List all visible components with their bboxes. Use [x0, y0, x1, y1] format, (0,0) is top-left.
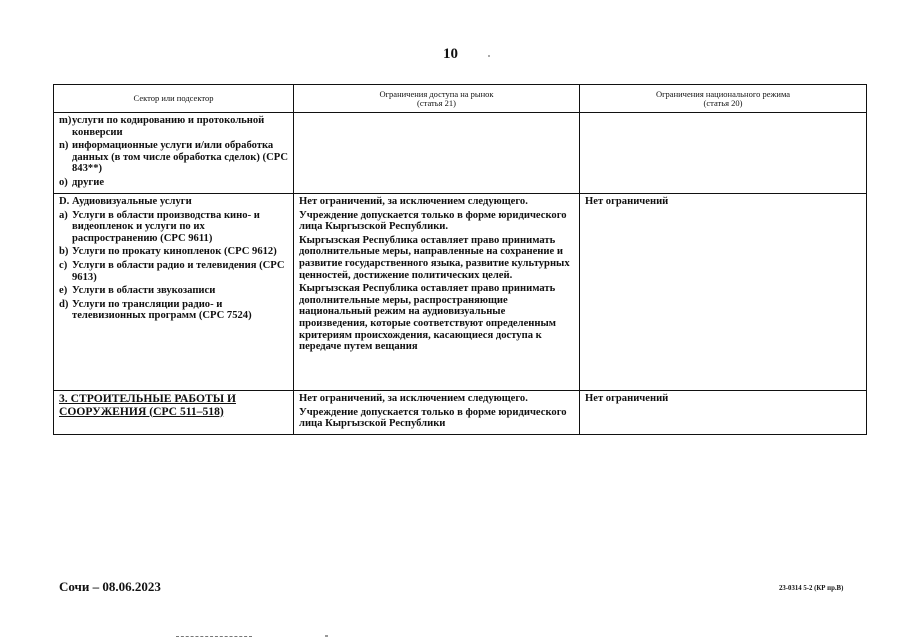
- item-text: другие: [72, 176, 105, 188]
- table-row: [54, 113, 867, 194]
- footer-place-date: Сочи – 08.06.2023: [59, 579, 161, 594]
- sector-cell: [54, 391, 294, 435]
- scan-speck: [325, 635, 328, 637]
- table-header-row: [54, 85, 867, 113]
- market-access-paragraph: Нет ограничений, за исключением следующего.: [299, 196, 528, 207]
- item-mark: d): [59, 298, 69, 310]
- list-item: [59, 210, 288, 245]
- item-text: Услуги в области радио и телевидения (СРС 9613): [72, 259, 285, 283]
- item-mark: a): [59, 209, 68, 221]
- market-access-cell: [294, 113, 580, 194]
- section-title: 3. СТРОИТЕЛЬНЫЕ РАБОТЫ И СООРУЖЕНИЯ (СРС 511–518): [59, 392, 237, 418]
- market-access-paragraph: Нет ограничений, за исключением следующего.: [299, 393, 528, 404]
- item-mark: o): [59, 176, 68, 188]
- header-national-treatment-article: (статья 20): [703, 97, 743, 108]
- item-text: Услуги по прокату кинопленок (СРС 9612): [72, 246, 277, 258]
- sector-item-list: [59, 115, 288, 189]
- sector-cell: [54, 194, 294, 391]
- market-access-paragraph: Учреждение допускается только в форме юридического лица Кыргызской Республики: [299, 406, 567, 430]
- market-access-paragraph: Учреждение допускается только в форме юридического лица Кыргызской Республики.: [299, 209, 567, 233]
- market-access-cell: [294, 391, 580, 435]
- item-mark: c): [59, 259, 68, 271]
- header-sector: [54, 85, 294, 113]
- national-treatment-cell: [580, 194, 867, 391]
- sector-cell: [54, 113, 294, 194]
- footer-document-code: 23-0314 5-2 (КР пр.В): [779, 585, 844, 592]
- list-item: [59, 115, 288, 138]
- item-mark: m): [59, 115, 72, 126]
- table-row: [54, 391, 867, 435]
- national-treatment-cell: [580, 391, 867, 435]
- item-text: информационные услуги и/или обработка данных (в том числе обработка сделок) (СРС 843**): [72, 140, 288, 175]
- header-market-access: [294, 85, 580, 113]
- market-access-cell: [294, 194, 580, 391]
- sector-item-list: [59, 210, 288, 322]
- table-row: [54, 194, 867, 391]
- item-mark: n): [59, 140, 69, 152]
- header-national-treatment-label: Ограничения национального режима: [655, 88, 791, 99]
- item-text: Услуги по трансляции радио- и телевизионных программ (СРС 7524): [72, 298, 252, 322]
- header-market-access-label: Ограничения доступа на рынок: [379, 88, 494, 99]
- scan-artifact-line: [176, 636, 252, 639]
- page-number: 10: [443, 46, 458, 62]
- list-item: [59, 299, 288, 322]
- market-access-paragraph: Кыргызская Республика оставляет право принимать дополнительные меры, распространяющие национальный режим на аудиовизуальные произведения, которые соответствуют определенным критериям происхождения, касающиеся доступа к передаче путем вещания: [299, 283, 556, 353]
- header-market-access-article: (статья 21): [417, 97, 456, 108]
- item-text: услуги по кодированию и протокольной конверсии: [72, 115, 265, 138]
- list-item: [59, 285, 288, 297]
- national-treatment-cell: [580, 113, 867, 194]
- national-treatment-text: Нет ограничений: [585, 196, 669, 207]
- list-item: [59, 177, 288, 189]
- scan-speck: [488, 55, 490, 57]
- item-text: Услуги в области производства кино- и видеопленок и услуги по их распространению (СРС 9611): [72, 209, 260, 244]
- list-item: [59, 260, 288, 283]
- list-item: [59, 246, 288, 258]
- item-mark: b): [59, 246, 69, 258]
- header-sector-label: Сектор или подсектор: [133, 93, 214, 103]
- market-access-paragraph: Кыргызская Республика оставляет право принимать дополнительные меры, направленные на сохранение и развитие государственного языка, развитие культурных ценностей, достижение политических целей.: [299, 234, 570, 281]
- item-mark: e): [59, 285, 68, 297]
- list-item: [59, 140, 288, 175]
- national-treatment-text: Нет ограничений: [585, 393, 669, 404]
- header-national-treatment: [580, 85, 867, 113]
- commitments-table: [53, 84, 867, 435]
- sector-heading: D. Аудиовизуальные услуги: [59, 196, 192, 207]
- item-text: Услуги в области звукозаписи: [72, 285, 216, 297]
